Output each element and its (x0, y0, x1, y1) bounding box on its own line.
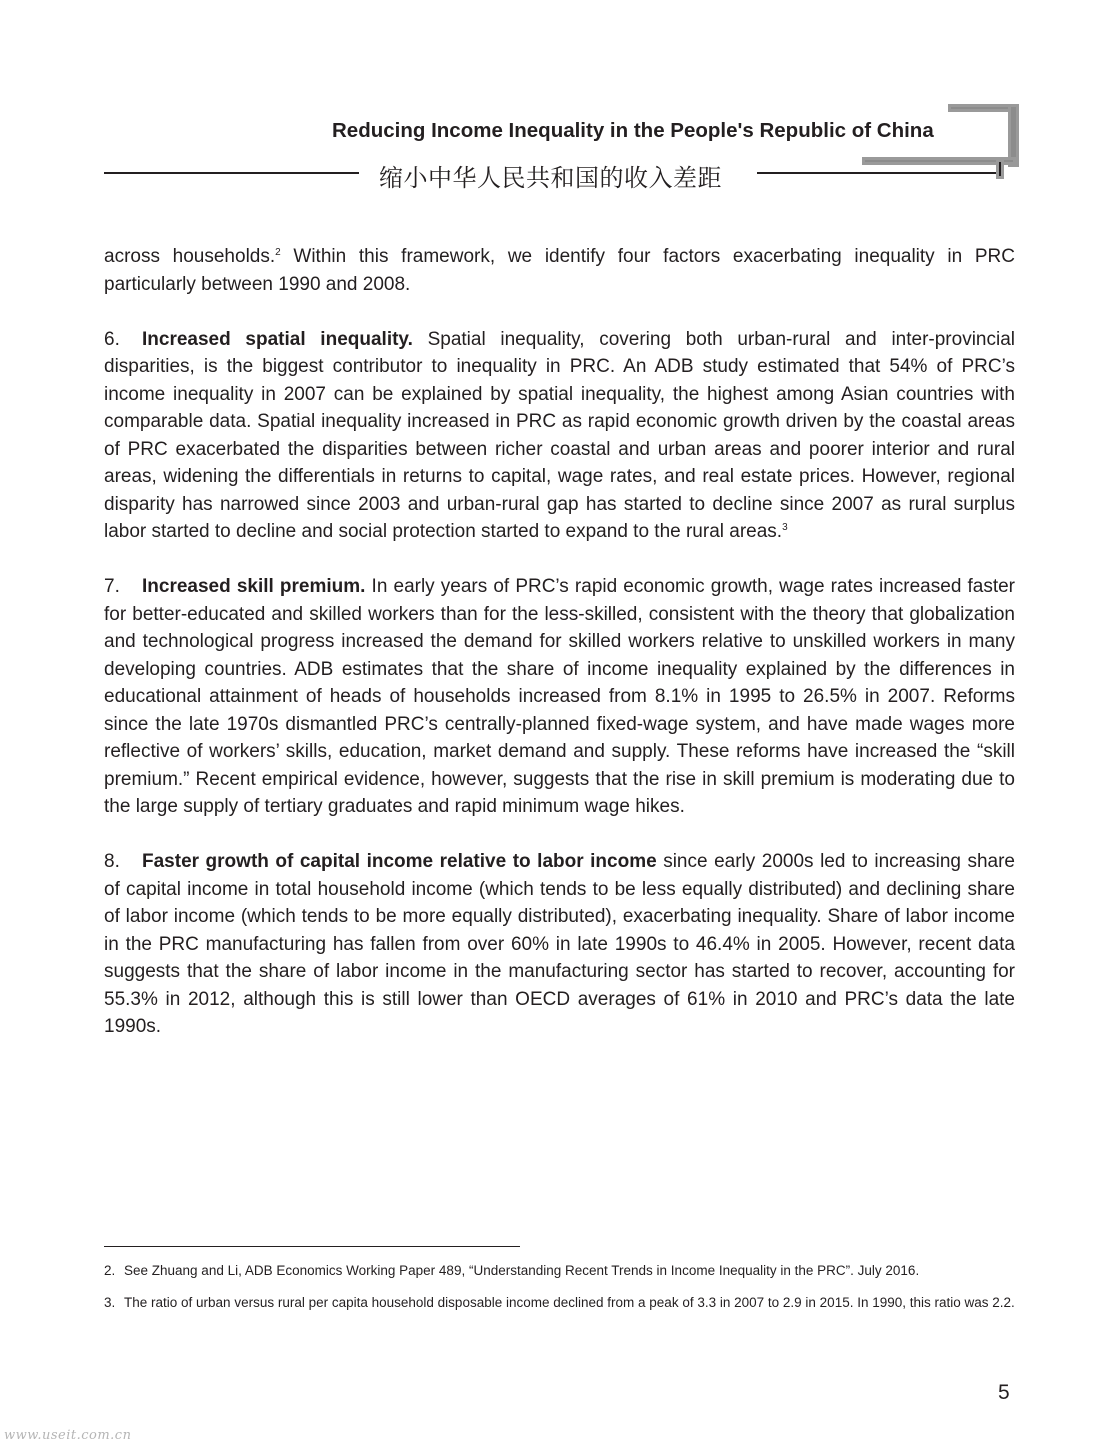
paragraph-number: 6. (104, 328, 120, 350)
footnote-divider (104, 1246, 520, 1247)
paragraph-number: 8. (104, 851, 120, 872)
header-rule-left (104, 172, 359, 174)
watermark: www.useit.com.cn (4, 1428, 132, 1443)
paragraph-number: 7. (104, 576, 120, 597)
paragraph-7 (104, 573, 1015, 821)
footnote-number: 3. (104, 1295, 116, 1310)
paragraph-8 (104, 848, 1015, 1041)
header-frame-bottom (862, 157, 1016, 165)
intro-text-cont: Within this framework, we identify four factors exacerbating inequality in PRC particularly between 1990 and 2008. (104, 246, 1015, 295)
footnote-text: See Zhuang and Li, ADB Economics Working Paper 489, “Understanding Recent Trends in Income Inequality in the PRC”. July 2016. (124, 1263, 920, 1278)
paragraph-heading: Increased skill premium. (142, 576, 366, 597)
paragraph-6 (104, 326, 1015, 546)
footnote-ref-3[interactable]: 3 (782, 522, 788, 533)
footnote-text: The ratio of urban versus rural per capita household disposable income declined from a peak of 3.3 in 2007 to 2.9 in 2015. In 1990, this ratio was 2.2. (124, 1295, 1015, 1310)
footnote-3 (104, 1295, 1015, 1312)
paragraph-heading: Increased spatial inequality. (142, 328, 413, 350)
footnote-number: 2. (104, 1263, 116, 1278)
intro-text: across households. (104, 246, 276, 267)
footnote-ref-2[interactable]: 2 (275, 247, 281, 258)
header-title-chinese: 缩小中华人民共和国的收入差距 (379, 164, 722, 192)
paragraph-text: In early years of PRC’s rapid economic growth, wage rates increased faster for better-educated and skilled workers than for the less-skilled, consistent with the theory that globalization and technological progress increased the demand for skilled workers relative to unskilled workers in many developing countries. ADB estimates that the share of income inequality explained by the differences in educational attainment of heads of households increased from 8.1% in 1995 to 26.5% in 2007. Reforms since the late 1970s dismantled PRC’s centrally-planned fixed-wage system, and have made wages more reflective of workers’ skills, education, market demand and supply. These reforms have increased the “skill premium.” Recent empirical evidence, however, suggests that the rise in skill premium is moderating due to the large supply of tertiary graduates and rapid minimum wage hikes. (104, 576, 1016, 817)
paragraph-text: Spatial inequality, covering both urban-rural and inter-provincial disparities, is the biggest contributor to inequality in PRC. An ADB study estimated that 54% of PRC’s income inequality in 2007 can be explained by spatial inequality, the highest among Asian countries with comparable data. Spatial inequality increased in PRC as rapid economic growth driven by the coastal areas of PRC exacerbated the disparities between richer coastal and urban areas and poorer interior and rural areas, widening the differentials in returns to capital, wage rates, and real estate prices. However, regional disparity has narrowed since 2003 and urban-rural gap has started to decline since 2007 as rural surplus labor started to decline and social protection started to expand to the rural areas. (104, 328, 1015, 542)
header-title-english: Reducing Income Inequality in the People's Republic of China (332, 119, 934, 142)
body-text (104, 243, 1015, 1068)
header-frame-inner (996, 159, 1004, 179)
paragraph-intro (104, 243, 1015, 298)
paragraph-text: since early 2000s led to increasing share of capital income in total household income (which tends to be less equally distributed) and declining share of labor income (which tends to be more equally distributed), exacerbating inequality. Share of labor income in the PRC manufacturing has fallen from over 60% in late 1990s to 46.4% in 2005. However, recent data suggests that the share of labor income in the manufacturing sector has started to recover, accounting for 55.3% in 2012, although this is still lower than OECD averages of 61% in 2010 and PRC’s data the late 1990s. (104, 851, 1016, 1037)
paragraph-heading: Faster growth of capital income relative to labor income (142, 851, 657, 872)
footnote-2 (104, 1263, 1015, 1280)
page-number: 5 (998, 1381, 1010, 1404)
header-rule-right (757, 172, 998, 174)
